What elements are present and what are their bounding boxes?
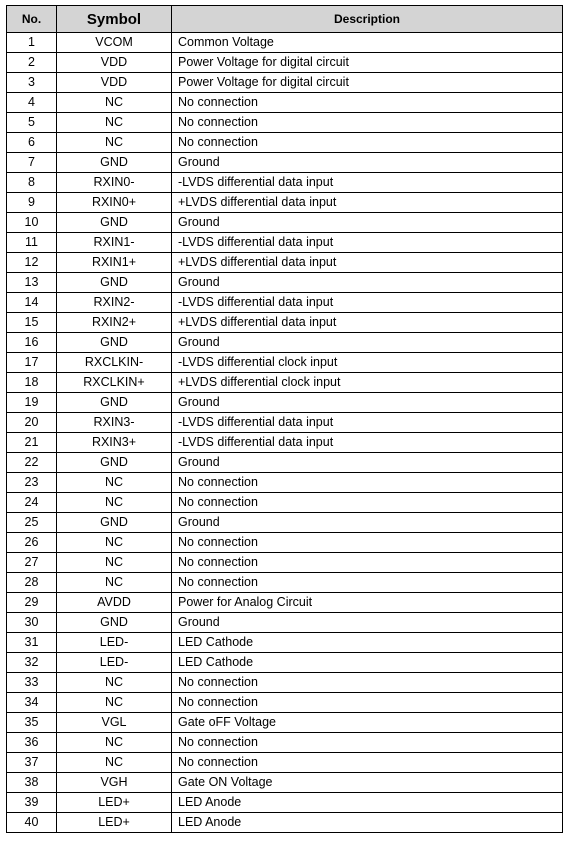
pin-symbol-cell: NC: [57, 493, 172, 513]
pin-description-cell: No connection: [172, 93, 563, 113]
pin-description-cell: Ground: [172, 153, 563, 173]
table-row: [7, 173, 563, 193]
table-row: [7, 733, 563, 753]
pin-description-cell: +LVDS differential data input: [172, 313, 563, 333]
pin-symbol-cell: VCOM: [57, 33, 172, 53]
table-row: [7, 753, 563, 773]
pin-number-cell: 27: [7, 553, 57, 573]
pin-symbol-cell: GND: [57, 513, 172, 533]
table-row: [7, 333, 563, 353]
pin-symbol-cell: RXIN1+: [57, 253, 172, 273]
pin-number-cell: 16: [7, 333, 57, 353]
pin-description-cell: Power Voltage for digital circuit: [172, 73, 563, 93]
pin-symbol-cell: GND: [57, 453, 172, 473]
pin-description-cell: Gate oFF Voltage: [172, 713, 563, 733]
pin-description-cell: Ground: [172, 213, 563, 233]
pin-description-cell: -LVDS differential data input: [172, 293, 563, 313]
pin-symbol-cell: NC: [57, 533, 172, 553]
pin-description-cell: Common Voltage: [172, 33, 563, 53]
pin-description-cell: LED Anode: [172, 813, 563, 833]
pin-description-cell: No connection: [172, 673, 563, 693]
pin-description-cell: No connection: [172, 133, 563, 153]
pin-number-cell: 32: [7, 653, 57, 673]
pin-description-cell: Ground: [172, 273, 563, 293]
pin-symbol-cell: GND: [57, 393, 172, 413]
pin-number-cell: 22: [7, 453, 57, 473]
pin-symbol-cell: VGH: [57, 773, 172, 793]
pin-symbol-cell: RXIN2+: [57, 313, 172, 333]
pin-number-cell: 17: [7, 353, 57, 373]
pin-number-cell: 19: [7, 393, 57, 413]
pin-symbol-cell: NC: [57, 753, 172, 773]
pin-symbol-cell: GND: [57, 153, 172, 173]
table-row: [7, 793, 563, 813]
pin-number-cell: 10: [7, 213, 57, 233]
pin-description-cell: No connection: [172, 553, 563, 573]
pin-number-cell: 31: [7, 633, 57, 653]
pin-number-cell: 34: [7, 693, 57, 713]
pin-symbol-cell: NC: [57, 553, 172, 573]
pin-description-cell: No connection: [172, 533, 563, 553]
table-row: [7, 693, 563, 713]
table-row: [7, 493, 563, 513]
pin-symbol-cell: RXIN1-: [57, 233, 172, 253]
pin-symbol-cell: NC: [57, 93, 172, 113]
pin-symbol-cell: GND: [57, 333, 172, 353]
pin-assignment-table: [6, 5, 563, 833]
pin-symbol-cell: RXIN3+: [57, 433, 172, 453]
table-row: [7, 133, 563, 153]
table-row: [7, 293, 563, 313]
pin-symbol-cell: VGL: [57, 713, 172, 733]
pin-description-cell: LED Cathode: [172, 653, 563, 673]
pin-description-cell: -LVDS differential data input: [172, 233, 563, 253]
pin-symbol-cell: NC: [57, 673, 172, 693]
pin-number-cell: 33: [7, 673, 57, 693]
table-row: [7, 593, 563, 613]
table-row: [7, 253, 563, 273]
pin-number-cell: 38: [7, 773, 57, 793]
table-row: [7, 533, 563, 553]
pin-number-cell: 1: [7, 33, 57, 53]
table-row: [7, 613, 563, 633]
table-row: [7, 33, 563, 53]
pin-description-cell: No connection: [172, 473, 563, 493]
pin-symbol-cell: RXIN0+: [57, 193, 172, 213]
pin-description-cell: LED Anode: [172, 793, 563, 813]
pin-description-cell: Ground: [172, 393, 563, 413]
pin-number-cell: 37: [7, 753, 57, 773]
table-row: [7, 93, 563, 113]
pin-symbol-cell: RXIN0-: [57, 173, 172, 193]
pin-description-cell: No connection: [172, 753, 563, 773]
pin-number-cell: 18: [7, 373, 57, 393]
pin-symbol-cell: NC: [57, 113, 172, 133]
table-row: [7, 53, 563, 73]
pin-number-cell: 3: [7, 73, 57, 93]
table-row: [7, 713, 563, 733]
pin-symbol-cell: LED-: [57, 633, 172, 653]
pin-symbol-cell: NC: [57, 733, 172, 753]
pin-symbol-cell: NC: [57, 133, 172, 153]
pin-number-cell: 35: [7, 713, 57, 733]
pin-number-cell: 14: [7, 293, 57, 313]
pin-description-cell: No connection: [172, 733, 563, 753]
table-row: [7, 273, 563, 293]
pin-number-cell: 24: [7, 493, 57, 513]
pin-number-cell: 36: [7, 733, 57, 753]
table-row: [7, 653, 563, 673]
pin-number-cell: 28: [7, 573, 57, 593]
pin-number-cell: 5: [7, 113, 57, 133]
pin-number-cell: 8: [7, 173, 57, 193]
pin-description-cell: -LVDS differential data input: [172, 173, 563, 193]
pin-number-cell: 21: [7, 433, 57, 453]
pin-symbol-cell: GND: [57, 273, 172, 293]
pin-description-cell: +LVDS differential clock input: [172, 373, 563, 393]
pin-symbol-cell: NC: [57, 693, 172, 713]
pin-number-cell: 20: [7, 413, 57, 433]
pin-symbol-cell: RXCLKIN-: [57, 353, 172, 373]
table-row: [7, 393, 563, 413]
header-symbol: Symbol: [57, 6, 172, 33]
table-row: [7, 773, 563, 793]
table-row: [7, 573, 563, 593]
table-row: [7, 813, 563, 833]
pin-description-cell: Power Voltage for digital circuit: [172, 53, 563, 73]
pin-description-cell: Ground: [172, 513, 563, 533]
pin-description-cell: +LVDS differential data input: [172, 253, 563, 273]
table-row: [7, 513, 563, 533]
pin-number-cell: 25: [7, 513, 57, 533]
pin-number-cell: 40: [7, 813, 57, 833]
table-row: [7, 233, 563, 253]
pin-number-cell: 26: [7, 533, 57, 553]
pin-number-cell: 23: [7, 473, 57, 493]
table-row: [7, 433, 563, 453]
pin-description-cell: LED Cathode: [172, 633, 563, 653]
pin-description-cell: Ground: [172, 613, 563, 633]
pin-symbol-cell: AVDD: [57, 593, 172, 613]
pin-number-cell: 30: [7, 613, 57, 633]
header-no: No.: [7, 6, 57, 33]
pin-symbol-cell: LED+: [57, 793, 172, 813]
pin-symbol-cell: RXCLKIN+: [57, 373, 172, 393]
table-row: [7, 313, 563, 333]
pin-symbol-cell: GND: [57, 213, 172, 233]
table-row: [7, 413, 563, 433]
pin-description-cell: Ground: [172, 333, 563, 353]
pin-number-cell: 7: [7, 153, 57, 173]
table-row: [7, 453, 563, 473]
pin-description-cell: Power for Analog Circuit: [172, 593, 563, 613]
pin-symbol-cell: NC: [57, 573, 172, 593]
pin-description-cell: No connection: [172, 693, 563, 713]
pin-number-cell: 15: [7, 313, 57, 333]
pin-description-cell: No connection: [172, 493, 563, 513]
pin-symbol-cell: LED+: [57, 813, 172, 833]
pin-description-cell: No connection: [172, 113, 563, 133]
pin-number-cell: 29: [7, 593, 57, 613]
pin-number-cell: 13: [7, 273, 57, 293]
table-row: [7, 213, 563, 233]
table-row: [7, 373, 563, 393]
pin-description-cell: No connection: [172, 573, 563, 593]
table-row: [7, 193, 563, 213]
pin-description-cell: Ground: [172, 453, 563, 473]
pin-description-cell: +LVDS differential data input: [172, 193, 563, 213]
table-row: [7, 113, 563, 133]
pin-number-cell: 9: [7, 193, 57, 213]
table-header-row: [7, 6, 563, 33]
pin-description-cell: -LVDS differential data input: [172, 433, 563, 453]
table-row: [7, 73, 563, 93]
table-row: [7, 473, 563, 493]
table-body: [7, 33, 563, 833]
header-description: Description: [172, 6, 563, 33]
pin-number-cell: 12: [7, 253, 57, 273]
pin-number-cell: 4: [7, 93, 57, 113]
table-row: [7, 353, 563, 373]
table-row: [7, 553, 563, 573]
pin-number-cell: 6: [7, 133, 57, 153]
pin-symbol-cell: NC: [57, 473, 172, 493]
pin-description-cell: -LVDS differential clock input: [172, 353, 563, 373]
pin-number-cell: 2: [7, 53, 57, 73]
pin-number-cell: 39: [7, 793, 57, 813]
table-row: [7, 673, 563, 693]
table-row: [7, 153, 563, 173]
pin-symbol-cell: LED-: [57, 653, 172, 673]
pin-table-container: [6, 5, 562, 833]
pin-description-cell: -LVDS differential data input: [172, 413, 563, 433]
table-row: [7, 633, 563, 653]
pin-description-cell: Gate ON Voltage: [172, 773, 563, 793]
pin-symbol-cell: VDD: [57, 53, 172, 73]
pin-symbol-cell: RXIN3-: [57, 413, 172, 433]
pin-number-cell: 11: [7, 233, 57, 253]
pin-symbol-cell: RXIN2-: [57, 293, 172, 313]
pin-symbol-cell: VDD: [57, 73, 172, 93]
pin-symbol-cell: GND: [57, 613, 172, 633]
